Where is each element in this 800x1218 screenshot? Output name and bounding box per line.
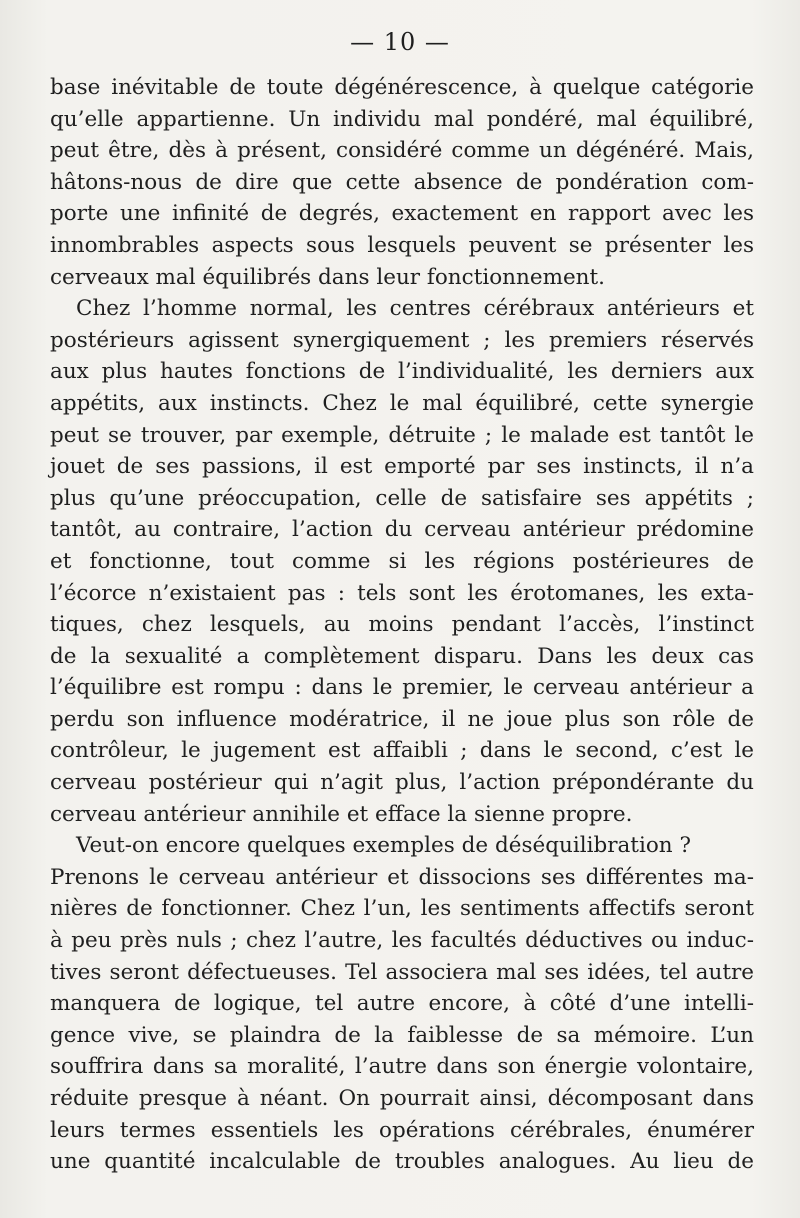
text-line: porte une infinité de degrés, exactement en rapport avec les — [50, 201, 754, 227]
text-line: postérieurs agissent synergiquement ; les premiers réservés — [50, 327, 754, 353]
text-line: perdu son influence modératrice, il ne joue plus son rôle de — [50, 706, 754, 732]
text-line: cerveau postérieur qui n’agit plus, l’action prépondérante du — [50, 770, 754, 796]
text-line: tantôt, au contraire, l’action du cerveau antérieur prédomine — [50, 517, 754, 543]
text-line: qu’elle appartienne. Un individu mal pondéré, mal équilibré, — [50, 106, 754, 132]
text-line: hâtons-nous de dire que cette absence de pondération com- — [50, 169, 754, 195]
body-text — [50, 72, 754, 1178]
text-line: souffrira dans sa moralité, l’autre dans son énergie volontaire, — [50, 1054, 754, 1080]
text-line: cerveau antérieur annihile et efface la sienne propre. — [50, 801, 633, 827]
text-line: aux plus hautes fonctions de l’individualité, les derniers aux — [50, 359, 754, 385]
text-line: manquera de logique, tel autre encore, à côté d’une intelli- — [50, 991, 754, 1017]
page-number: — 10 — — [350, 28, 450, 56]
text-line: de la sexualité a complètement disparu. Dans les deux cas — [50, 643, 754, 669]
text-line: et fonctionne, tout comme si les régions postérieures de — [50, 548, 754, 574]
text-line: réduite presque à néant. On pourrait ainsi, décomposant dans — [50, 1086, 754, 1111]
text-line: appétits, aux instincts. Chez le mal équilibré, cette synergie — [50, 390, 754, 416]
text-line: peut se trouver, par exemple, détruite ; le malade est tantôt le — [50, 422, 754, 448]
text-line: nières de fonctionner. Chez l’un, les sentiments affectifs seront — [50, 896, 754, 922]
text-line: l’équilibre est rompu : dans le premier, le cerveau antérieur a — [50, 675, 754, 701]
text-line: tives seront défectueuses. Tel associera mal ses idées, tel autre — [50, 959, 754, 985]
text-line: jouet de ses passions, il est emporté par ses instincts, il n’a — [50, 454, 754, 480]
text-line: Prenons le cerveau antérieur et dissocions ses différentes ma- — [50, 864, 754, 890]
text-line: Veut-on encore quelques exemples de déséquilibration ? — [76, 833, 691, 859]
text-line: innombrables aspects sous lesquels peuvent se présenter les — [50, 232, 754, 258]
text-line: tiques, chez lesquels, au moins pendant l’accès, l’instinct — [50, 612, 754, 638]
text-line: gence vive, se plaindra de la faiblesse de sa mémoire. L’un — [50, 1022, 754, 1048]
text-line: contrôleur, le jugement est affaibli ; dans le second, c’est le — [50, 738, 754, 764]
text-line: une quantité incalculable de troubles analogues. Au lieu de — [50, 1149, 754, 1175]
text-line: peut être, dès à présent, considéré comme un dégénéré. Mais, — [50, 138, 754, 164]
text-line: plus qu’une préoccupation, celle de satisfaire ses appétits ; — [50, 485, 754, 511]
text-line: cerveaux mal équilibrés dans leur fonctionnement. — [50, 264, 606, 290]
text-line: base inévitable de toute dégénérescence, à quelque catégorie — [50, 75, 754, 100]
text-line: l’écorce n’existaient pas : tels sont les érotomanes, les exta- — [50, 580, 754, 606]
text-line: Chez l’homme normal, les centres cérébraux antérieurs et — [76, 296, 754, 322]
text-line: à peu près nuls ; chez l’autre, les facultés déductives ou induc- — [50, 928, 754, 954]
text-line: leurs termes essentiels les opérations cérébrales, énumérer — [50, 1117, 754, 1143]
